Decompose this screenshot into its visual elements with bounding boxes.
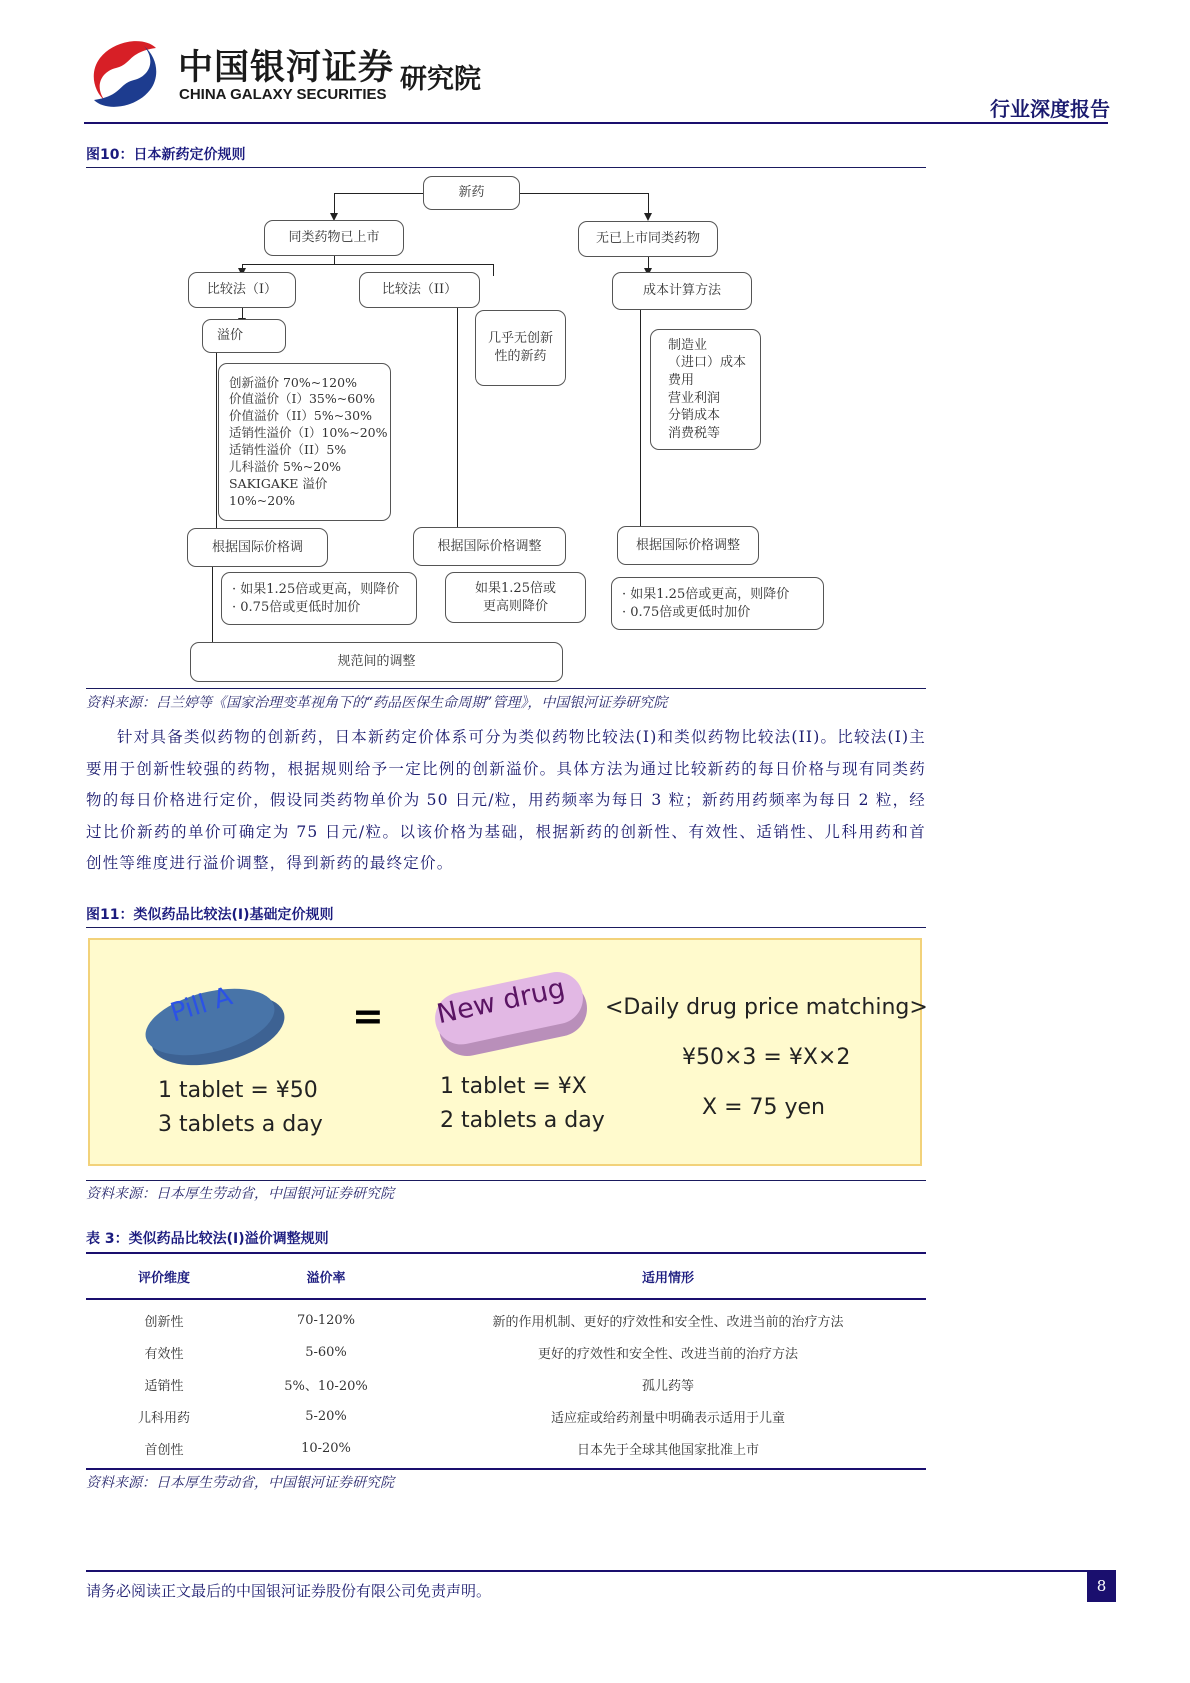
premium-item: 儿科溢价 5%~20% — [229, 458, 342, 474]
cell-dimension: 适销性 — [144, 1378, 184, 1394]
cost-item: 费用 — [668, 372, 695, 388]
node-new-drug: 新药 — [423, 176, 520, 210]
premium-item: 价值溢价（II）5%~30% — [229, 408, 372, 424]
cell-rate: 5-60% — [305, 1344, 347, 1360]
cell-rate: 5%、10-20% — [284, 1378, 368, 1394]
report-type-label: 行业深度报告 — [990, 97, 1110, 121]
node-rule-3 — [611, 577, 824, 630]
matching-heading: <Daily drug price matching> — [605, 995, 928, 1020]
node-cost-method: 成本计算方法 — [612, 272, 752, 310]
cost-item: 分销成本 — [668, 408, 721, 424]
cell-rate: 10-20% — [301, 1440, 351, 1456]
node-method-2: 比较法（II） — [359, 272, 480, 308]
cost-item: （进口）成本 — [668, 355, 747, 371]
table-row — [86, 1304, 926, 1336]
premium-rules-table — [86, 1252, 926, 1492]
body-paragraph — [86, 722, 926, 880]
node-rule-1 — [221, 572, 417, 625]
new-drug-dosage: 2 tablets a day — [440, 1108, 605, 1133]
node-similar-listed: 同类药物已上市 — [264, 220, 404, 256]
page-number: 8 — [1087, 1570, 1116, 1602]
table-header-rule — [86, 1298, 926, 1300]
pill-a-price: 1 tablet = ¥50 — [158, 1078, 318, 1103]
figure-11-source: 资料来源：日本厚生劳动省，中国银河证券研究院 — [86, 1186, 394, 1202]
table-bottom-rule — [86, 1468, 926, 1470]
table-row — [86, 1368, 926, 1400]
connector — [457, 308, 458, 530]
arrow-down-icon — [644, 213, 652, 221]
rule-text: · 0.75倍或更低时加价 — [622, 604, 751, 620]
pricing-flowchart — [84, 170, 924, 690]
figure-11-title: 图11：类似药品比较法(I)基础定价规则 — [86, 907, 334, 923]
table-row — [86, 1336, 926, 1368]
rule-text: 如果1.25倍或 — [475, 580, 556, 596]
cost-item: 制造业 — [668, 337, 708, 353]
price-matching-illustration — [88, 938, 928, 1166]
cell-dimension: 创新性 — [144, 1314, 184, 1330]
premium-item: 价值溢价（I）35%~60% — [229, 391, 375, 407]
connector — [334, 256, 335, 264]
node-premium: 溢价 — [202, 319, 286, 353]
cell-rate: 5-20% — [305, 1408, 347, 1424]
node-intl-adjust-3: 根据国际价格调整 — [617, 526, 759, 565]
node-text: 几乎无创新 — [487, 331, 553, 347]
footer-disclaimer: 请务必阅读正文最后的中国银河证券股份有限公司免责声明。 — [86, 1582, 492, 1600]
rule-text: · 0.75倍或更低时加价 — [232, 599, 361, 615]
node-rule-2 — [445, 572, 586, 623]
figure-10-source: 资料来源：吕兰婷等《国家治理变革视角下的“药品医保生命周期”管理》，中国银河证券研究院 — [86, 695, 668, 711]
premium-item: 适销性溢价（II）5% — [229, 442, 347, 457]
figure-10-top-rule — [86, 167, 926, 168]
price-equation: ¥50×3 = ¥X×2 — [682, 1045, 851, 1070]
new-drug-label: New drug — [434, 972, 568, 1031]
node-premium-list — [218, 363, 391, 521]
brand-name-cn: 中国银河证券 — [178, 48, 395, 88]
cell-condition: 日本先于全球其他国家批准上市 — [576, 1442, 759, 1458]
connector — [493, 264, 494, 276]
node-no-similar: 无已上市同类药物 — [578, 221, 718, 257]
rule-text: · 如果1.25倍或更高，则降价 — [622, 586, 790, 602]
rule-text: · 如果1.25倍或更高，则降价 — [232, 581, 400, 597]
node-intl-adjust-2: 根据国际价格调整 — [413, 527, 566, 566]
connector — [242, 264, 493, 265]
header-divider — [84, 122, 1108, 124]
connector — [334, 193, 335, 215]
cell-condition: 适应症或给药剂量中明确表示适用于儿童 — [550, 1410, 785, 1426]
column-header: 适用情形 — [641, 1270, 694, 1286]
node-cost-items — [650, 329, 761, 450]
connector — [640, 310, 641, 530]
cell-dimension: 儿科用药 — [137, 1410, 190, 1426]
premium-item: 创新溢价 70%~120% — [229, 374, 357, 390]
cell-condition: 孤儿药等 — [641, 1378, 694, 1394]
node-final-adjustment: 规范间的调整 — [190, 642, 563, 682]
body-text: 针对具备类似药物的创新药，日本新药定价体系可分为类似药物比较法(I)和类似药物比较法(II)。比较法(I)主要用于创新性较强的药物，根据规则给予一定比例的创新溢价。具体方法为通过比较新药的每日价格与现有同类药物的每日价格进行定价，假设同类药物单价为 50 日元/粒，用药频率为每日 3 粒；新药用药频率为每日 2 粒，经过比价新药的单价可确定为 75 日元/粒。以该价格为基础，根据新药的创新性、有效性、适销性、儿科用药和首创性等维度进行溢价调整，得到新药的最终定价。 — [86, 728, 926, 872]
price-result: X = 75 yen — [702, 1095, 825, 1120]
pill-a-label: Pill A — [166, 981, 236, 1029]
figure-11-bottom-rule — [86, 1180, 926, 1181]
figure-10-title: 图10：日本新药定价规则 — [86, 147, 246, 163]
node-intl-adjust-1: 根据国际价格调 — [187, 528, 328, 567]
column-header: 评价维度 — [137, 1270, 190, 1286]
table-3-title: 表 3：类似药品比较法(I)溢价调整规则 — [86, 1231, 329, 1247]
equals-sign: = — [352, 994, 384, 1038]
table-row — [86, 1432, 926, 1464]
rule-text: 更高则降价 — [482, 598, 548, 614]
brand-name-en: CHINA GALAXY SECURITIES — [179, 86, 387, 103]
cell-dimension: 首创性 — [144, 1442, 184, 1458]
table-header-row — [86, 1254, 926, 1298]
figure-10-bottom-rule — [86, 688, 926, 689]
cost-item: 消费税等 — [668, 425, 721, 441]
company-logo-icon — [84, 38, 166, 110]
institute-label: 研究院 — [400, 64, 481, 95]
connector — [216, 353, 217, 531]
node-method-1: 比较法（I） — [188, 272, 296, 308]
footer-divider — [86, 1570, 1116, 1572]
cost-item: 营业利润 — [668, 390, 721, 406]
connector — [334, 193, 423, 194]
table-3-source: 资料来源：日本厚生劳动省，中国银河证券研究院 — [86, 1475, 394, 1491]
column-header: 溢价率 — [306, 1270, 346, 1286]
pill-a-dosage: 3 tablets a day — [158, 1112, 323, 1137]
premium-item: SAKIGAKE 溢价 10%~20% — [229, 475, 328, 508]
figure-11-top-rule — [86, 927, 926, 928]
new-drug-price: 1 tablet = ¥X — [440, 1074, 587, 1099]
cell-rate: 70-120% — [296, 1312, 356, 1328]
cell-condition: 新的作用机制、更好的疗效性和安全性、改进当前的治疗方法 — [492, 1314, 844, 1330]
connector — [520, 193, 649, 194]
node-text: 性的新药 — [494, 349, 547, 364]
connector — [648, 193, 649, 215]
table-row — [86, 1400, 926, 1432]
cell-dimension: 有效性 — [144, 1346, 184, 1362]
cell-condition: 更好的疗效性和安全性、改进当前的治疗方法 — [537, 1346, 798, 1362]
premium-item: 适销性溢价（I）10%~20% — [229, 425, 388, 441]
node-low-innovation — [475, 310, 566, 386]
